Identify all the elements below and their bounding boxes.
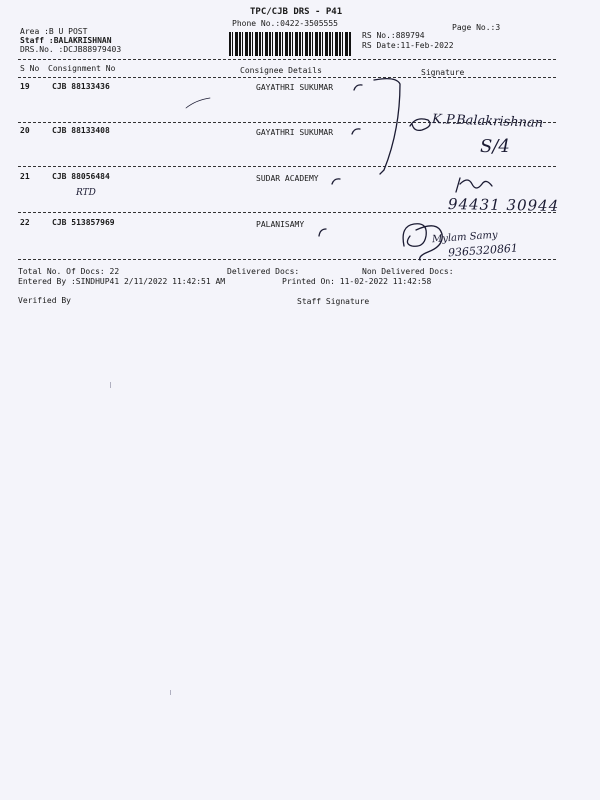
handwritten-name: K.P.Balakrishnan (431, 112, 544, 131)
rs-date: RS Date:11-Feb-2022 (362, 41, 454, 50)
drs-number: DRS.No. :DCJB88979403 (20, 45, 122, 54)
row-consignment: CJB 88056484 (52, 172, 110, 181)
row-consignment: CJB 88133436 (52, 82, 110, 91)
row-sno: 22 (20, 218, 30, 227)
printed-on: Printed On: 11-02-2022 11:42:58 (282, 277, 432, 286)
area-label: Area :B U POST (20, 27, 88, 36)
row-sno: 21 (20, 172, 30, 181)
column-header-consignee: Consignee Details (240, 66, 322, 75)
phone-number: Phone No.:0422-3505555 (232, 19, 338, 28)
row-consignment: CJB 513857969 (52, 218, 115, 227)
barcode (229, 32, 352, 56)
handwritten-initial: RTD (76, 188, 96, 198)
verified-by: Verified By (18, 296, 71, 305)
divider (18, 59, 556, 60)
row-consignee: GAYATHRI SUKUMAR (256, 128, 334, 137)
handwritten-phone: 94431 30944 (447, 195, 560, 215)
entered-by: Entered By :SINDHUP41 2/11/2022 11:42:51 AM (18, 277, 226, 286)
pen-mark (184, 96, 214, 110)
delivered-docs: Delivered Docs: (227, 267, 300, 276)
total-docs: Total No. Of Docs: 22 (18, 267, 120, 276)
column-header-sno: S No (20, 64, 40, 73)
page-number: Page No.:3 (452, 23, 501, 32)
row-consignee: PALANISAMY (256, 220, 305, 229)
tick-mark (316, 226, 328, 238)
row-consignee: GAYATHRI SUKUMAR (256, 83, 334, 92)
staff-label: Staff :BALAKRISHNAN (20, 36, 112, 45)
tick-mark (352, 82, 364, 92)
row-sno: 19 (20, 82, 30, 91)
row-consignee: SUDAR ACADEMY (256, 174, 319, 183)
row-sno: 20 (20, 126, 30, 135)
staff-signature: Staff Signature (297, 297, 370, 306)
handwritten-phone: 9365320861 (447, 241, 519, 260)
row-consignment: CJB 88133408 (52, 126, 110, 135)
handwritten-sh: S/4 (480, 136, 510, 157)
scan-mark (110, 382, 111, 388)
row-divider (18, 166, 556, 167)
non-delivered-docs: Non Delivered Docs: (362, 267, 454, 276)
row-divider (18, 259, 556, 260)
bracket-stroke (370, 70, 410, 180)
column-header-signature: Signature (421, 68, 465, 77)
column-header-consignment: Consignment No (48, 64, 116, 73)
scan-mark (170, 690, 171, 695)
tick-mark (330, 176, 342, 186)
rs-number: RS No.:889794 (362, 31, 425, 40)
document-title: TPC/CJB DRS - P41 (250, 7, 343, 17)
handwritten-name: Mylam Samy (431, 229, 498, 246)
divider (18, 77, 556, 78)
tick-mark (350, 126, 362, 136)
